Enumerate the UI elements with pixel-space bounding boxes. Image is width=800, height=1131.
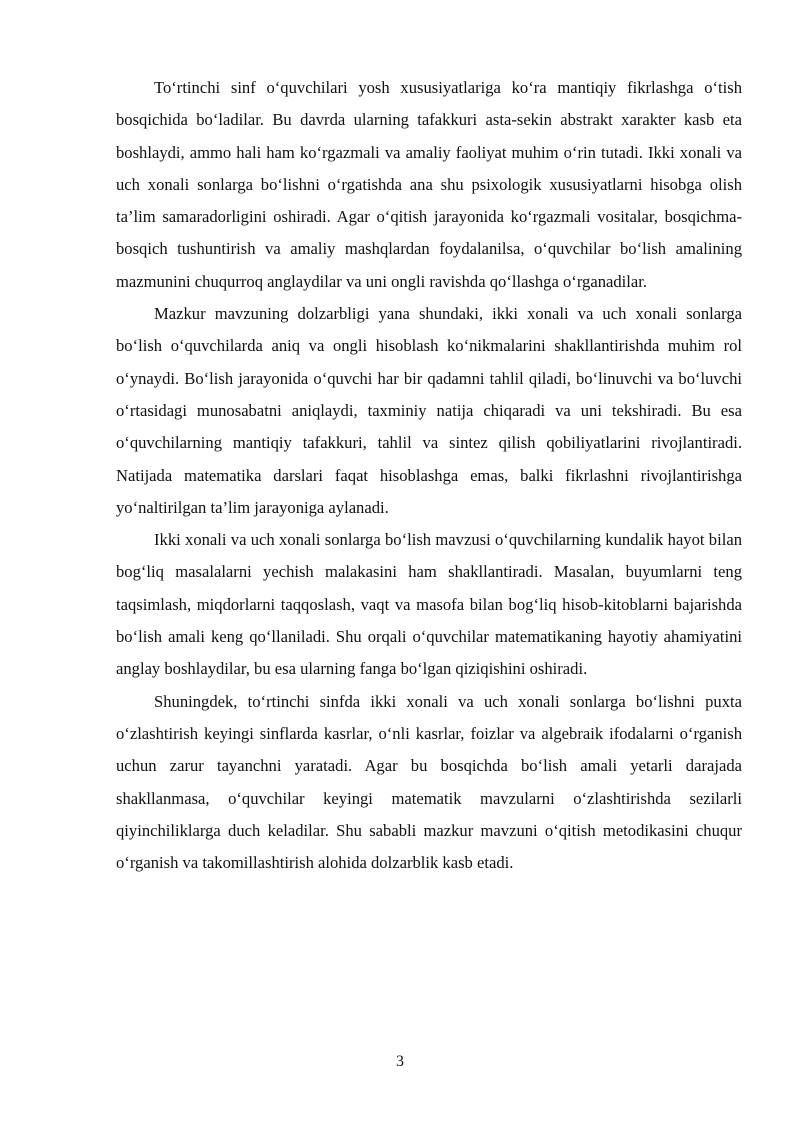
body-text <box>116 72 742 879</box>
paragraph-2: Mazkur mavzuning dolzarbligi yana shundaki, ikki xonali va uch xonali sonlarga bo‘lish o‘quvchilarda aniq va ongli hisoblash ko‘nikmalarini shakllantirishda muhim rol o‘ynaydi. Bo‘lish jarayonida o‘quvchi har bir qadamni tahlil qiladi, bo‘linuvchi va bo‘luvchi o‘rtasidagi munosabatni aniqlaydi, taxminiy natija chiqaradi va uni tekshiradi. Bu esa o‘quvchilarning mantiqiy tafakkuri, tahlil va sintez qilish qobiliyatlarini rivojlantiradi. Natijada matematika darslari faqat hisoblashga emas, balki fikrlashni rivojlantirishga yo‘naltirilgan ta’lim jarayoniga aylanadi. <box>116 304 742 517</box>
paragraph-4: Shuningdek, to‘rtinchi sinfda ikki xonali va uch xonali sonlarga bo‘lishni puxta o‘zlashtirish keyingi sinflarda kasrlar, o‘nli kasrlar, foizlar va algebraik ifodalarni o‘rganish uchun zarur tayanchni yaratadi. Agar bu bosqichda bo‘lish amali yetarli darajada shakllanmasa, o‘quvchilar keyingi matematik mavzularni o‘zlashtirishda sezilarli qiyinchiliklarga duch keladilar. Shu sababli mazkur mavzuni o‘qitish metodikasini chuqur o‘rganish va takomillashtirish alohida dolzarblik kasb etadi. <box>116 691 742 873</box>
paragraph-1: To‘rtinchi sinf o‘quvchilari yosh xususiyatlariga ko‘ra mantiqiy fikrlashga o‘tish bosqichida bo‘ladilar. Bu davrda ularning tafakkuri asta-sekin abstrakt xarakter kasb eta boshlaydi, ammo hali ham ko‘rgazmali va amaliy faoliyat muhim o‘rin tutadi. Ikki xonali va uch xonali sonlarga bo‘lishni o‘rgatishda ana shu psixologik xususiyatlarni hisobga olish ta’lim samaradorligini oshiradi. Agar o‘qitish jarayonida ko‘rgazmali vositalar, bosqichma-bosqich tushuntirish va amaliy mashqlardan foydalanilsa, o‘quvchilar bo‘lish amalining mazmunini chuqurroq anglaydilar va uni ongli ravishda qo‘llashga o‘rganadilar. <box>116 78 742 291</box>
page-number: 3 <box>396 1053 404 1070</box>
paragraph-3: Ikki xonali va uch xonali sonlarga bo‘lish mavzusi o‘quvchilarning kundalik hayot bilan bog‘liq masalalarni yechish malakasini ham shakllantiradi. Masalan, buyumlarni teng taqsimlash, miqdorlarni taqqoslash, vaqt va masofa bilan bog‘liq hisob-kitoblarni bajarishda bo‘lish amali keng qo‘llaniladi. Shu orqali o‘quvchilar matematikaning hayotiy ahamiyatini anglay boshlaydilar, bu esa ularning fanga bo‘lgan qiziqishini oshiradi. <box>116 530 742 679</box>
